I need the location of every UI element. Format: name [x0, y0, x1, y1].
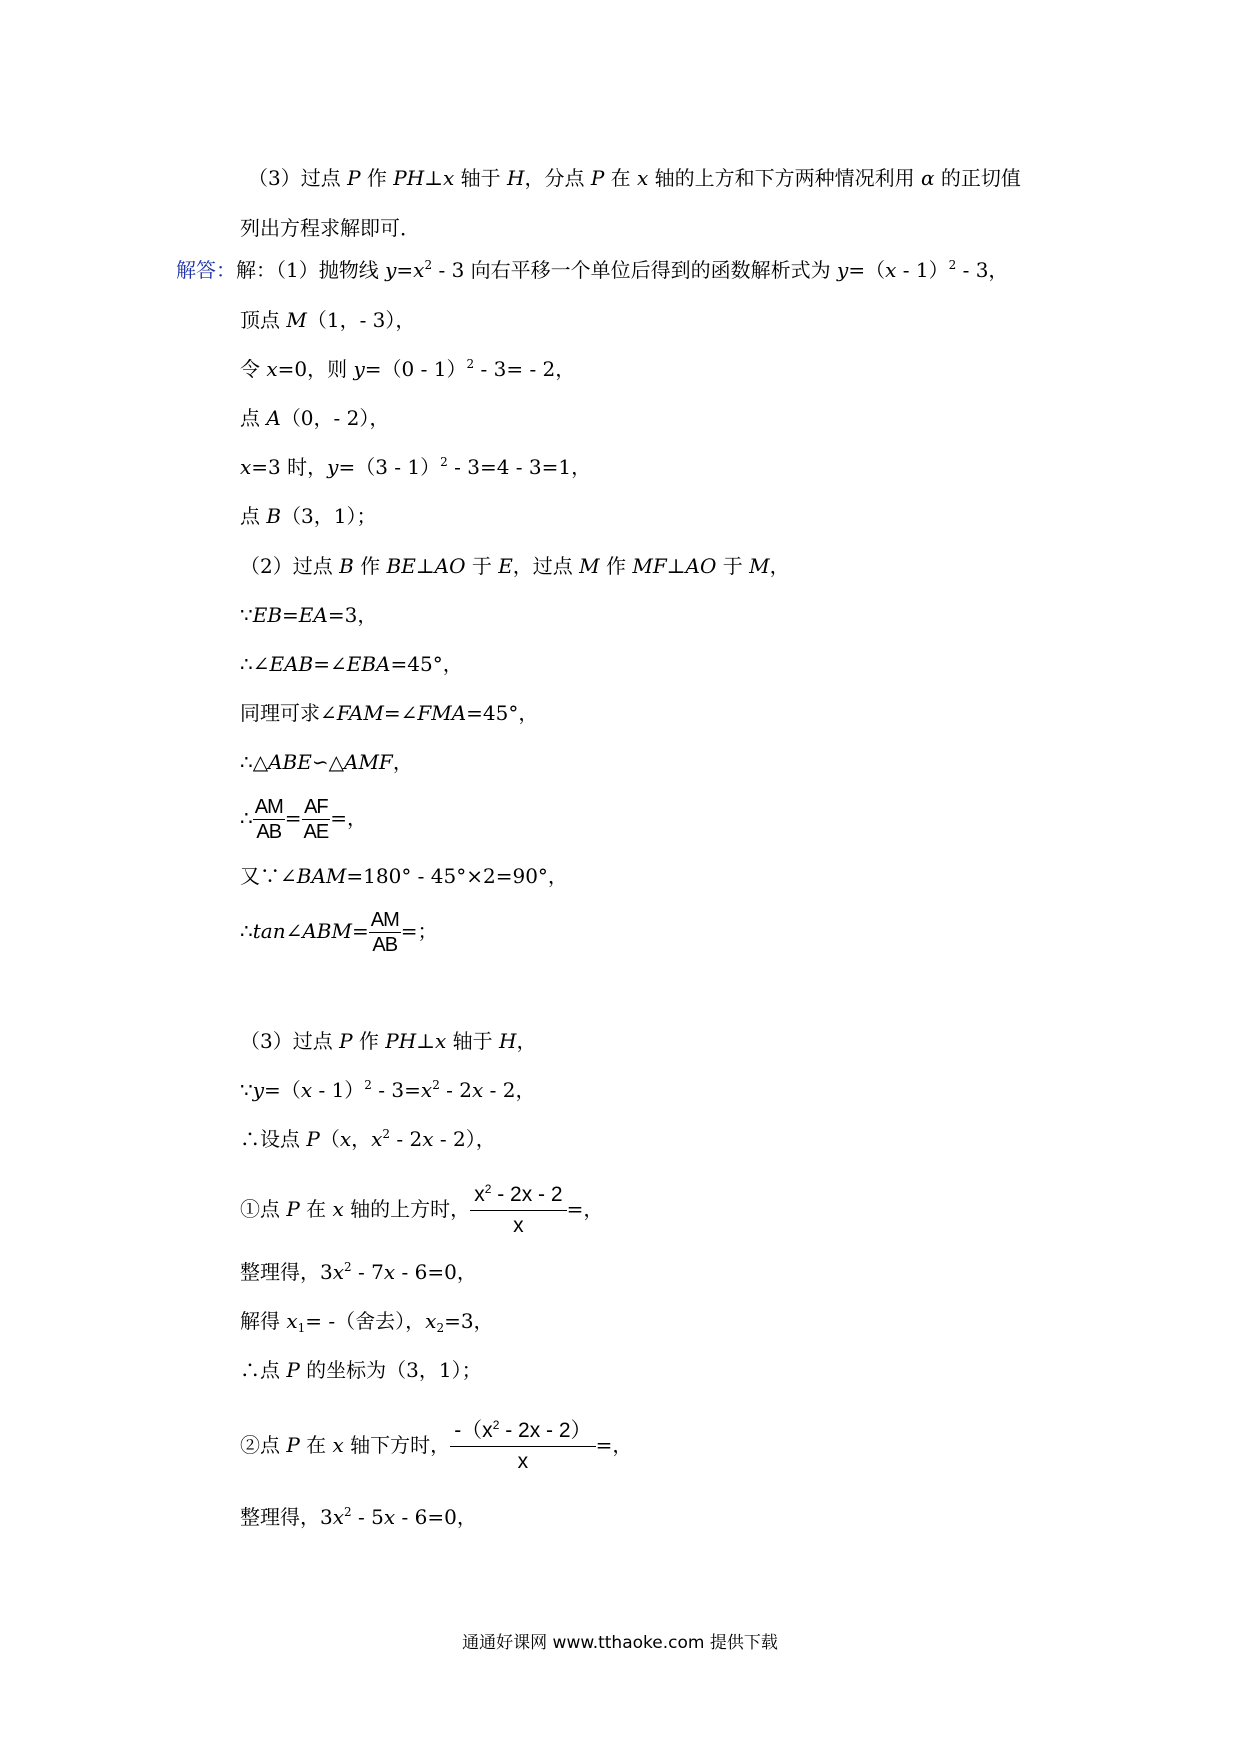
answer-line-10: 同理可求∠FAM=∠FMA=45°， — [240, 701, 539, 725]
answer-line-19: 整理得，$3x^2 - 7x - 6=0$， — [240, 1260, 477, 1284]
fraction-am-ab-tan: $\frac{AM}{AB}$ — [370, 909, 399, 956]
answer-line-9: ∴∠EAB=∠EBA=45°， — [240, 652, 463, 676]
answer-line-22: ②点 P 在 x 轴下方时， $\frac{-(x^2 - 2x - 2)}{x}$ =， — [240, 1414, 632, 1477]
answer-line-4: 点 A（0，- 2）， — [240, 406, 390, 430]
answer-line-16: ∵y=（x - $1)^2 - 3=x^2 - 2x - 2$， — [240, 1078, 536, 1102]
answer-line-8: ∵EB=EA=3， — [240, 603, 378, 627]
answer-line-15: （3）过点 P 作 PH⊥x 轴于 H， — [240, 1029, 537, 1053]
answer-line-13: 又∵∠BAM=180° - 45°×2=90°， — [240, 864, 568, 888]
answer-line-1: 解答：解：（1）抛物线 $y=x^2 - 3$ 向右平移一个单位后得到的函数解析式为 y=（x - 1）$^2$ - 3， — [176, 258, 1009, 282]
answer-line-12: ∴ $\frac{AM}{AB}$ = $\frac{AF}{AE}$ =， — [240, 796, 367, 843]
answer-line-14: ∴tan∠ABM= $\frac{AM}{AB}$ =； — [240, 909, 438, 956]
hint-line-1: （3）过点 P 作 PH⊥x 轴于 H，分点 P 在 x 轴的上方和下方两种情况利用 α 的正切值 — [248, 166, 1021, 190]
answer-line-21: ∴点 P 的坐标为（3，1）； — [240, 1358, 482, 1382]
answer-line-18: ①点 P 在 x 轴的上方时， $\frac{x^2 - 2x - 2}{x}$ =， — [240, 1178, 603, 1241]
page-footer: 通通好课网 www.tthaoke.com 提供下载 — [462, 1633, 778, 1653]
answer-line-6: 点 B（3，1）； — [240, 504, 377, 528]
answer-line-2: 顶点 M（1，- 3）， — [240, 308, 416, 332]
hint-line-2: 列出方程求解即可． — [240, 216, 420, 240]
answer-line-17: ∴设点 P（x，$x^2 - 2x - 2$）， — [240, 1127, 496, 1151]
fraction-am-ab: $\frac{AM}{AB}$ — [254, 796, 283, 843]
answer-line-5: x=3 时，y=（3 - 1）$^2$ - 3=4 - 3=1， — [240, 455, 592, 479]
fraction-case-below: $\frac{-(x^2 - 2x - 2)}{x}$ — [450, 1416, 595, 1477]
answer-line-3: 令 x=0，则 y=（0 - 1）$^2$ - 3= - 2， — [240, 357, 576, 381]
answer-line-20: 解得 $x_1=$ -（舍去），$x_2=3$， — [240, 1309, 494, 1335]
fraction-af-ae: $\frac{AF}{AE}$ — [303, 796, 329, 843]
answer-line-7: （2）过点 B 作 BE⊥AO 于 E，过点 M 作 MF⊥AO 于 M， — [240, 554, 790, 578]
answer-line-23: 整理得，$3x^2 - 5x - 6=0$， — [240, 1505, 477, 1529]
fraction-case-above: $\frac{x^2 - 2x - 2}{x}$ — [470, 1180, 566, 1241]
answer-label: 解答： — [176, 258, 236, 282]
answer-line-11: ∴△ABE∽△AMF， — [240, 750, 413, 774]
